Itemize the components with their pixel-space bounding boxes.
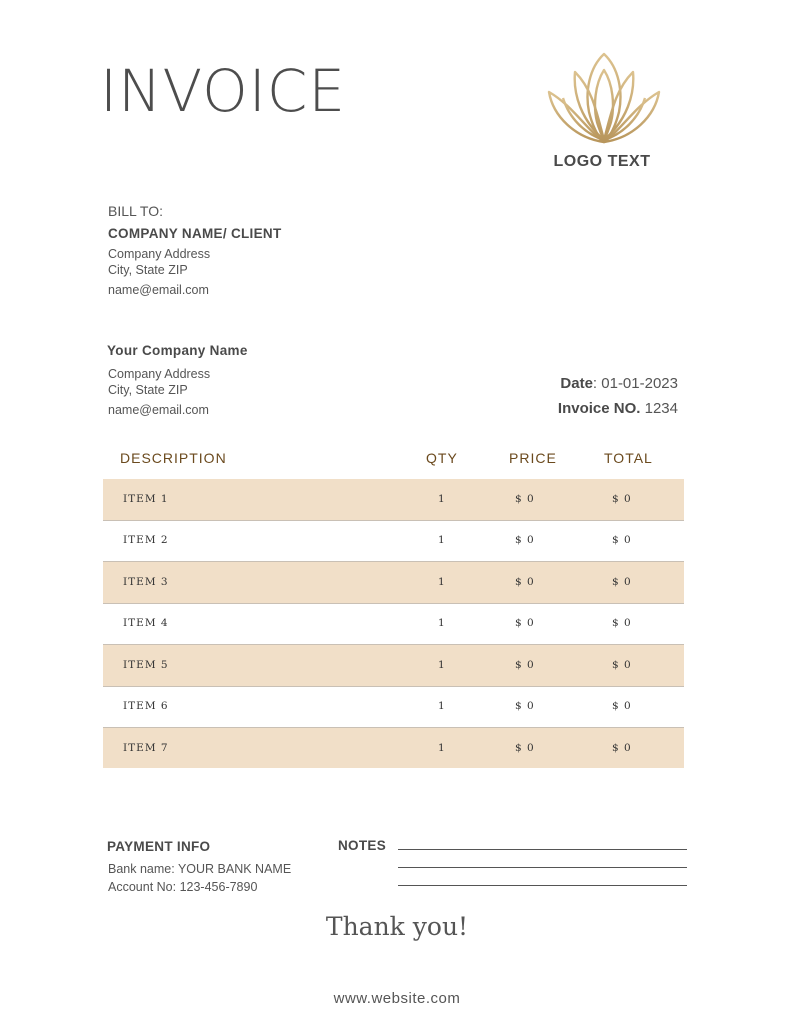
invoice-number-label: Invoice NO. <box>557 400 641 417</box>
sender-name: Your Company Name <box>107 343 248 358</box>
item-qty: 1 <box>438 742 446 754</box>
item-qty: 1 <box>438 534 446 546</box>
client-city: City, State ZIP <box>108 263 188 277</box>
bank-name: Bank name: YOUR BANK NAME <box>108 862 292 876</box>
table-row <box>103 479 684 521</box>
item-qty: 1 <box>438 659 446 671</box>
item-qty: 1 <box>438 700 446 712</box>
sender-email: name@email.com <box>108 403 209 417</box>
notes-line <box>398 885 687 886</box>
item-total: $ 0 <box>612 742 632 754</box>
item-price: $ 0 <box>515 493 535 505</box>
item-description: ITEM 5 <box>123 659 169 671</box>
item-description: ITEM 3 <box>123 576 169 588</box>
item-total: $ 0 <box>612 576 632 588</box>
table-row <box>103 603 684 645</box>
lotus-logo-icon <box>545 50 663 146</box>
header-total: TOTAL <box>604 450 653 466</box>
date-label: Date <box>560 375 593 392</box>
client-address: Company Address <box>108 247 211 261</box>
item-total: $ 0 <box>612 700 632 712</box>
sender-address: Company Address <box>108 367 211 381</box>
notes-line <box>398 849 687 850</box>
notes-label: NOTES <box>338 838 387 853</box>
invoice-number-value: 1234 <box>640 400 678 417</box>
item-description: ITEM 1 <box>123 493 169 505</box>
invoice-number <box>558 400 678 417</box>
item-price: $ 0 <box>515 659 535 671</box>
bill-to-label: BILL TO: <box>108 203 163 219</box>
header-price: PRICE <box>509 450 557 466</box>
payment-info-label: PAYMENT INFO <box>107 839 211 854</box>
thank-you-text: Thank you! <box>325 912 469 941</box>
item-price: $ 0 <box>515 700 535 712</box>
client-name: COMPANY NAME/ CLIENT <box>108 226 282 241</box>
item-total: $ 0 <box>612 493 632 505</box>
item-description: ITEM 6 <box>123 700 169 712</box>
item-qty: 1 <box>438 617 446 629</box>
sender-city: City, State ZIP <box>108 383 188 397</box>
date-value: : 01-01-2023 <box>592 375 678 392</box>
header-qty: QTY <box>426 450 458 466</box>
table-row <box>103 728 684 768</box>
table-row <box>103 686 684 728</box>
invoice-date <box>560 375 678 392</box>
notes-line <box>398 867 687 868</box>
item-total: $ 0 <box>612 534 632 546</box>
account-number: Account No: 123-456-7890 <box>108 880 258 894</box>
item-price: $ 0 <box>515 742 535 754</box>
item-description: ITEM 4 <box>123 617 169 629</box>
item-description: ITEM 7 <box>123 742 169 754</box>
item-price: $ 0 <box>515 534 535 546</box>
item-total: $ 0 <box>612 617 632 629</box>
item-description: ITEM 2 <box>123 534 169 546</box>
table-row <box>103 645 684 687</box>
item-price: $ 0 <box>515 617 535 629</box>
table-row <box>103 562 684 604</box>
item-qty: 1 <box>438 576 446 588</box>
item-qty: 1 <box>438 493 446 505</box>
table-row <box>103 520 684 562</box>
website-link[interactable]: www.website.com <box>333 990 461 1007</box>
item-total: $ 0 <box>612 659 632 671</box>
header-description: DESCRIPTION <box>120 450 227 466</box>
logo-text: LOGO TEXT <box>553 153 651 170</box>
invoice-title: INVOICE <box>100 57 347 125</box>
client-email: name@email.com <box>108 283 209 297</box>
item-price: $ 0 <box>515 576 535 588</box>
